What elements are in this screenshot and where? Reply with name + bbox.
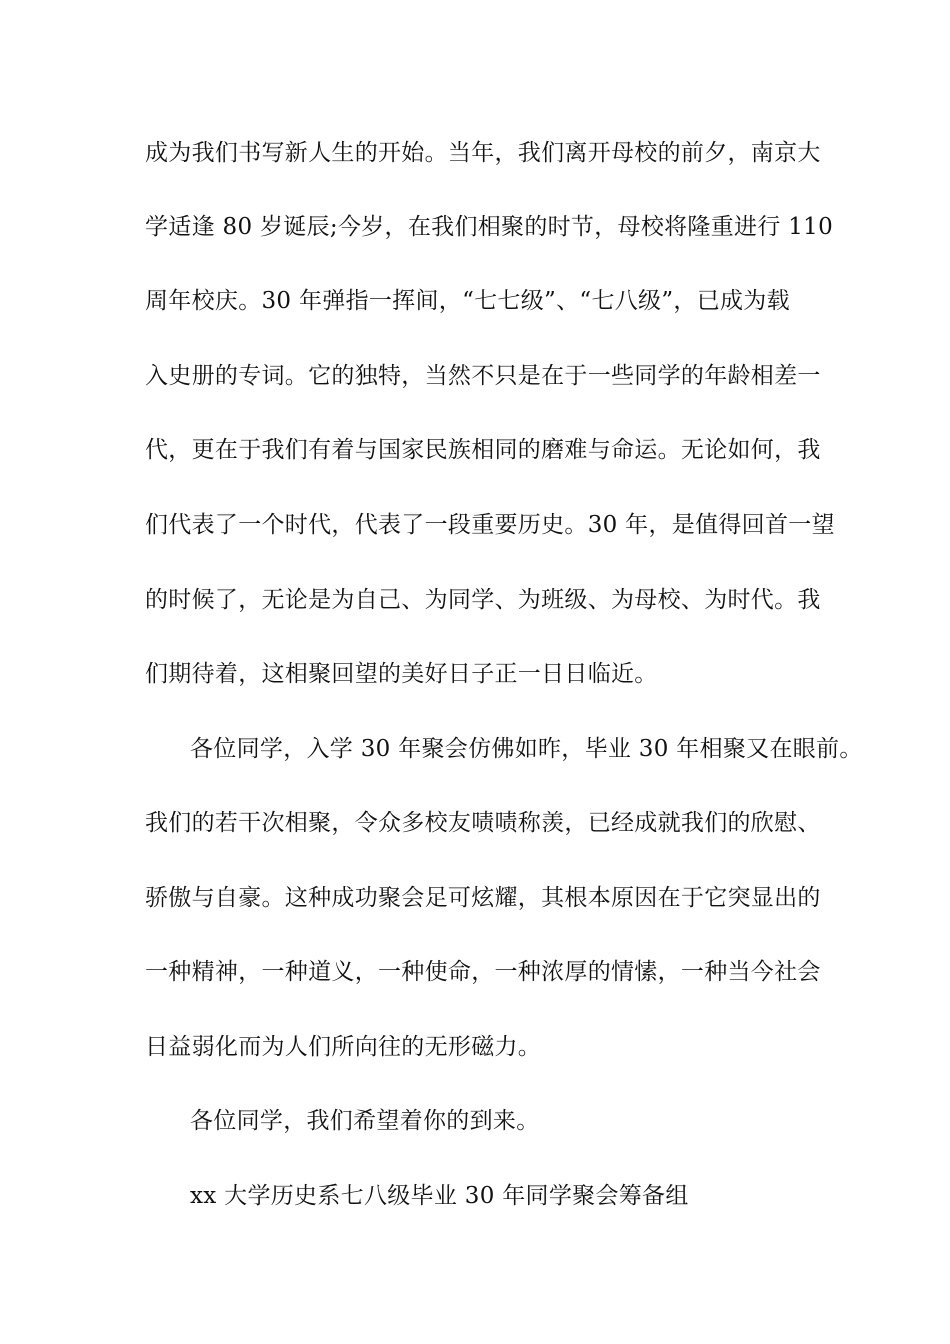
- paragraph-2-line-1: 各位同学，入学 30 年聚会仿佛如昨，毕业 30 年相聚又在眼前。: [190, 736, 863, 762]
- text-line-10: 我们的若干次相聚，令众多校友啧啧称羡，已经成就我们的欣慰、: [145, 810, 821, 836]
- text-line-11: 骄傲与自豪。这种成功聚会足可炫耀，其根本原因在于它突显出的: [145, 885, 821, 911]
- text-line-8: 们期待着，这相聚回望的美好日子正一日日临近。: [145, 661, 658, 687]
- text-line-3: 周年校庆。30 年弹指一挥间，“七七级”、“七八级”，已成为载: [145, 288, 790, 314]
- text-line-2: 学适逢 80 岁诞辰;今岁，在我们相聚的时节，母校将隆重进行 110: [145, 214, 834, 240]
- text-line-7: 的时候了，无论是为自己、为同学、为班级、为母校、为时代。我: [145, 587, 821, 613]
- text-line-12: 一种精神，一种道义，一种使命，一种浓厚的情愫，一种当今社会: [145, 959, 821, 985]
- text-line-13: 日益弱化而为人们所向往的无形磁力。: [145, 1034, 542, 1060]
- text-line-1: 成为我们书写新人生的开始。当年，我们离开母校的前夕，南京大: [145, 140, 821, 166]
- signature-line: xx 大学历史系七八级毕业 30 年同学聚会筹备组: [190, 1183, 689, 1209]
- text-line-4: 入史册的专词。它的独特，当然不只是在于一些同学的年龄相差一: [145, 363, 821, 389]
- text-line-5: 代，更在于我们有着与国家民族相同的磨难与命运。无论如何，我: [145, 437, 821, 463]
- paragraph-3-line-1: 各位同学，我们希望着你的到来。: [190, 1108, 540, 1134]
- text-line-6: 们代表了一个时代，代表了一段重要历史。30 年，是值得回首一望: [145, 512, 835, 538]
